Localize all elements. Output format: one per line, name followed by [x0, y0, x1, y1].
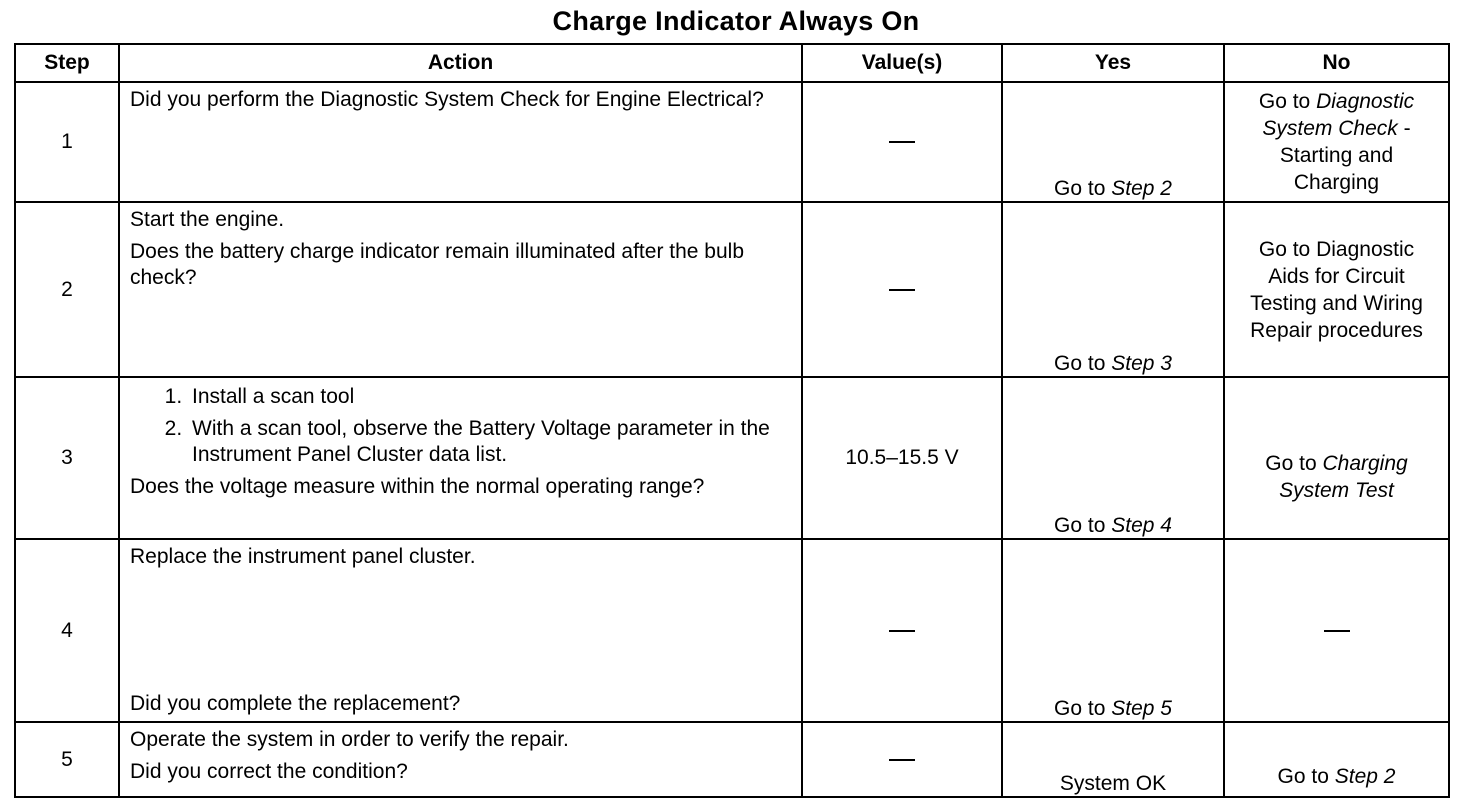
action-cell [119, 82, 802, 202]
action-cell [119, 377, 802, 539]
yes-cell: System OK [1002, 722, 1224, 797]
header-values: Value(s) [802, 44, 1002, 82]
dash-mark [889, 630, 915, 632]
no-cell [1224, 377, 1449, 539]
action-steps-list [130, 384, 793, 470]
action-question: Does the battery charge indicator remain illuminated after the bulb check? [130, 240, 745, 289]
dash-mark [889, 759, 915, 761]
action-question: Did you correct the condition? [130, 760, 408, 783]
list-item: 1. Install a scan tool [188, 384, 793, 410]
diagnostic-system-check-link[interactable]: System Check [1262, 117, 1398, 140]
yes-cell [1002, 377, 1224, 539]
header-row [15, 44, 1449, 82]
step-number: 1 [15, 82, 119, 202]
action-text: Start the engine. [130, 208, 285, 231]
no-text: Charging [1293, 171, 1380, 194]
action-cell [119, 722, 802, 797]
value-cell: 10.5–15.5 V [802, 377, 1002, 539]
no-text: Repair procedures [1250, 318, 1423, 342]
yes-prefix: Go to [1054, 514, 1112, 537]
step-link[interactable]: Step 4 [1111, 514, 1172, 537]
action-text: Operate the system in order to verify the repair. [130, 728, 569, 751]
yes-cell [1002, 539, 1224, 722]
no-text: Go to [1265, 452, 1323, 475]
document-title: Charge Indicator Always On [552, 6, 920, 36]
diagnostic-table [14, 43, 1450, 798]
dash-mark [1324, 630, 1350, 632]
charging-system-test-link[interactable]: System Test [1279, 479, 1394, 502]
step-number: 5 [15, 722, 119, 797]
table-row [15, 377, 1449, 539]
header-yes: Yes [1002, 44, 1224, 82]
no-text: Go to [1258, 90, 1317, 113]
list-item: 2. With a scan tool, observe the Battery Voltage parameter in the Instrument Panel Cluster data list. [188, 416, 793, 468]
step-link[interactable]: Step 2 [1111, 177, 1172, 200]
table-row [15, 539, 1449, 722]
value-cell [802, 722, 1002, 797]
step-link[interactable]: Step 5 [1111, 697, 1172, 720]
header-no: No [1224, 44, 1449, 82]
action-cell [119, 539, 802, 722]
action-question: Does the voltage measure within the normal operating range? [130, 475, 705, 498]
yes-cell [1002, 82, 1224, 202]
yes-prefix: Go to [1054, 177, 1112, 200]
value-cell [802, 82, 1002, 202]
no-cell [1224, 82, 1449, 202]
no-text: - [1397, 117, 1411, 140]
value-cell [802, 202, 1002, 377]
dash-mark [889, 141, 915, 143]
yes-prefix: Go to [1054, 697, 1112, 720]
no-text: Starting and [1279, 144, 1394, 167]
yes-prefix: Go to [1054, 352, 1112, 375]
table-row [15, 202, 1449, 377]
no-cell [1224, 202, 1449, 377]
dash-mark [889, 289, 915, 291]
no-cell [1224, 722, 1449, 797]
step-number: 3 [15, 377, 119, 539]
header-step: Step [15, 44, 119, 82]
no-text: Go to Diagnostic [1258, 237, 1415, 261]
step-link[interactable]: Step 2 [1334, 765, 1396, 788]
yes-cell [1002, 202, 1224, 377]
no-text: Aids for Circuit [1268, 264, 1405, 288]
no-text: Testing and Wiring [1250, 291, 1423, 315]
step-link[interactable]: Step 3 [1111, 352, 1172, 375]
no-prefix: Go to [1277, 765, 1335, 788]
action-question: Did you complete the replacement? [130, 692, 461, 715]
diagnostic-system-check-link[interactable]: Diagnostic [1316, 90, 1415, 113]
table-row [15, 722, 1449, 797]
action-text: Did you perform the Diagnostic System Check for Engine Electrical? [130, 88, 764, 111]
header-action: Action [119, 44, 802, 82]
charging-system-test-link[interactable]: Charging [1322, 452, 1408, 475]
value-cell [802, 539, 1002, 722]
action-text: Replace the instrument panel cluster. [130, 545, 476, 568]
action-cell [119, 202, 802, 377]
step-number: 4 [15, 539, 119, 722]
table-row [15, 82, 1449, 202]
step-number: 2 [15, 202, 119, 377]
no-cell [1224, 539, 1449, 722]
